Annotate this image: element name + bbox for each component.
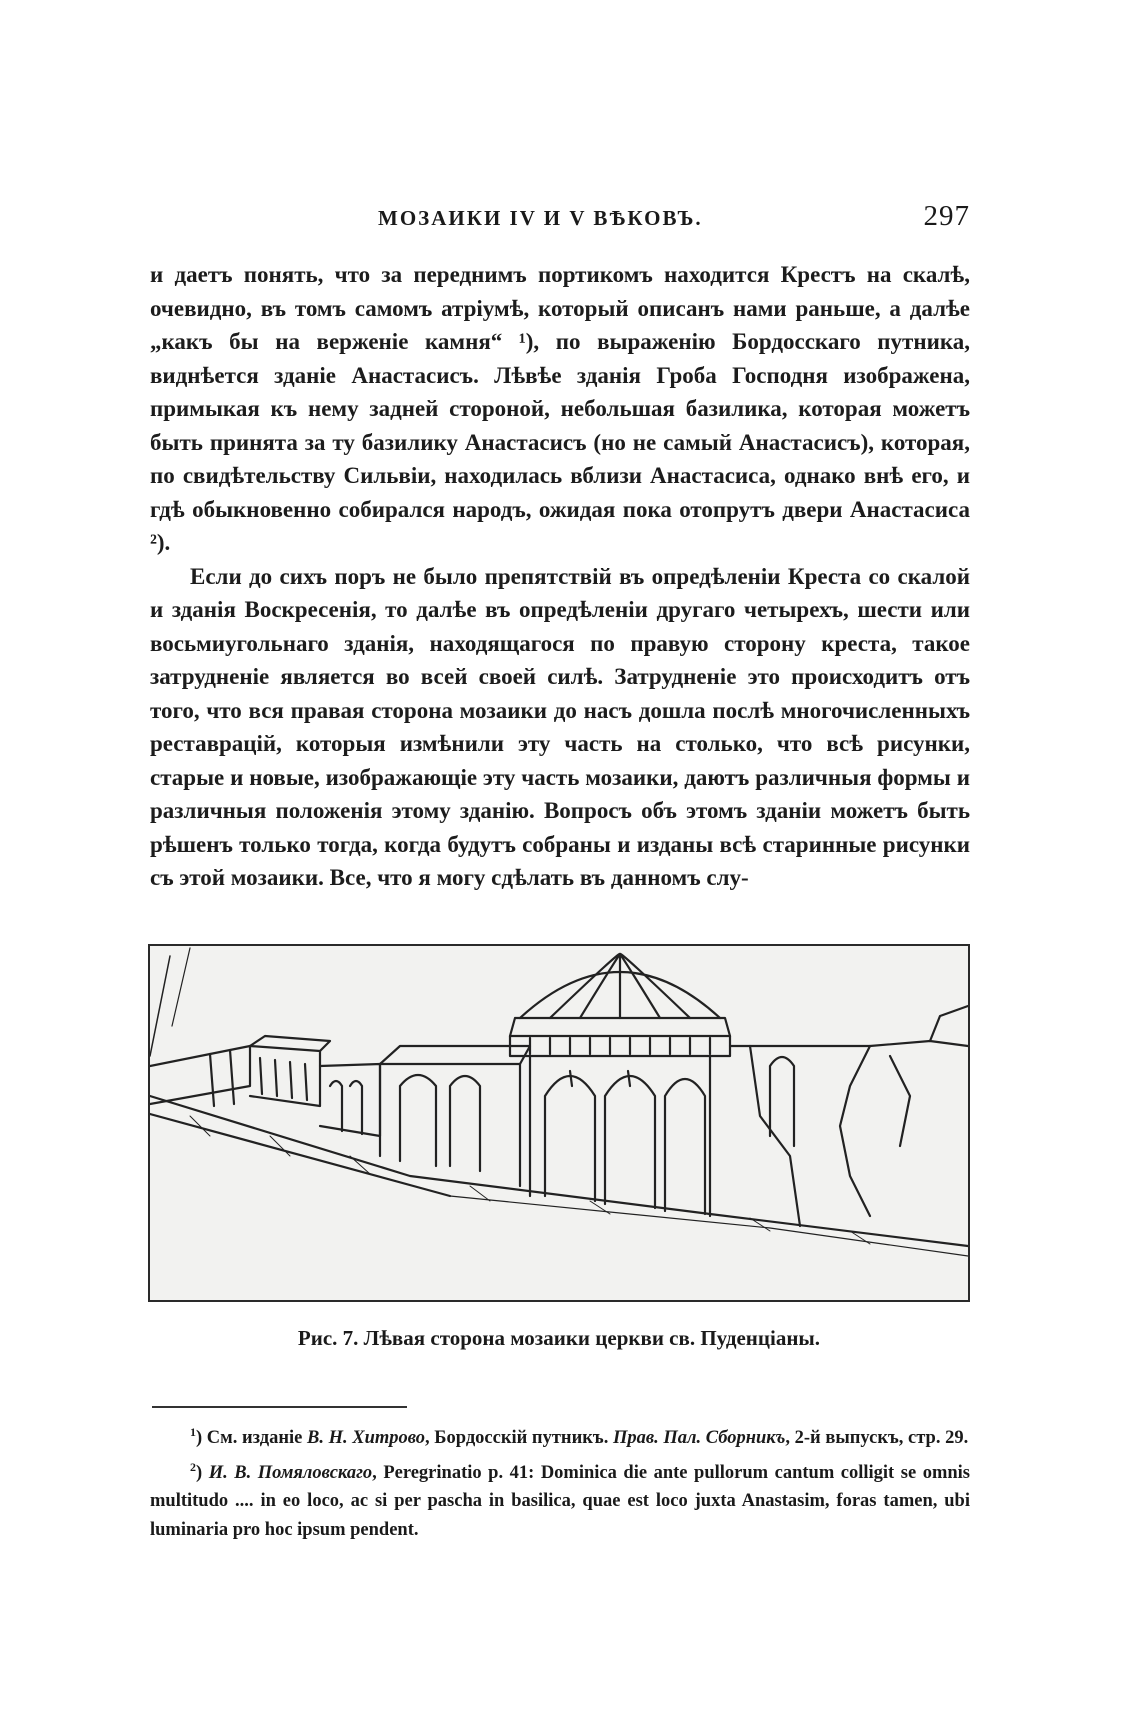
footnote-1: $^1$) См. изданіе В. Н. Хитрово, Бордосскій путникъ. Прав. Пал. Сборникъ, 2-й выпускъ, стр. 29. [190, 1425, 969, 1449]
footnote-divider [152, 1406, 407, 1408]
footnote-text: , Peregrinatio p. 41: Dominica die ante pullorum cantum colligit se omnis multitudo .... in eo loco, ac si per pascha in basilica, quae est loco juxta Anastasim, foras tamen, ubi luminaria pro hoc ipsum pendent. [150, 1462, 970, 1540]
footnote-author: И. В. Помяловскаго [208, 1462, 373, 1483]
footnote-author: В. Н. Хитрово [307, 1428, 426, 1449]
paragraph-1: и даетъ понять, что за переднимъ портикомъ находится Крестъ на скалѣ, очевидно, въ томъ самомъ атріумѣ, который описанъ нами раньше, а далѣе „какъ бы на верженіе камня“ ¹), по выраженію Бордосскаго путника, виднѣется зданіе Анастасисъ. Лѣвѣе зданія Гроба Господня изображена, примыкая къ нему задней стороной, небольшая базилика, которая можетъ быть принята за ту базилику Анастасисъ (но не самый Анастасисъ), которая, по свидѣтельству Сильвіи, находилась вблизи Анастасиса, однако внѣ его, и гдѣ обыкновенно собирался народъ, ожидая пока отопрутъ двери Анастасиса ²). [150, 262, 970, 555]
figure-caption: Рис. 7. Лѣвая сторона мозаики церкви св. Пуденціаны. [297, 1326, 821, 1350]
footnote-text: , 2-й выпускъ, стр. 29. [785, 1428, 969, 1449]
body-text [150, 258, 970, 895]
footnote-marker: 1 [190, 1425, 196, 1439]
footnote-2: $^2$) И. В. Помяловскаго, Peregrinatio p. 41: Dominica die ante pullorum cantum colligit se omnis multitudo .... in eo loco, ac si per pascha in basilica, quae est loco juxta Anastasim, foras tamen, ubi luminaria pro hoc ipsum pendent. [150, 1459, 970, 1540]
footnote-text: , Бордосскій путникъ. [425, 1428, 613, 1449]
footnote-marker: 2 [190, 1459, 196, 1474]
page-header [148, 200, 970, 240]
running-title: МОЗАИКИ IV И V ВѢКОВЪ. [378, 206, 703, 230]
footnotes [150, 1418, 970, 1544]
footnote-text: См. изданіе [202, 1428, 308, 1449]
page-number: 297 [923, 200, 970, 232]
figure-mosaic-drawing [148, 944, 970, 1302]
mosaic-line-drawing [150, 946, 968, 1300]
footnote-series: Прав. Пал. Сборникъ [612, 1428, 786, 1449]
paragraph-2: Если до сихъ поръ не было препятствій въ опредѣленіи Креста со скалой и зданія Воскресенія, то далѣе въ опредѣленіи другаго четырехъ, шести или восьмиугольнаго зданія, находящагося по правую сторону креста, такое затрудненіе является во всей своей силѣ. Затрудненіе это происходитъ отъ того, что вся правая сторона мозаики до насъ дошла послѣ многочисленныхъ реставрацій, которыя измѣнили эту часть на столько, что всѣ рисунки, старые и новые, изображающіе эту часть мозаики, даютъ различныя формы и различныя положенія этому зданію. Вопросъ объ этомъ зданіи можетъ быть рѣшенъ только тогда, когда будутъ собраны и изданы всѣ старинные рисунки съ этой мозаики. Все, что я могу сдѣлать въ данномъ слу- [150, 563, 970, 890]
